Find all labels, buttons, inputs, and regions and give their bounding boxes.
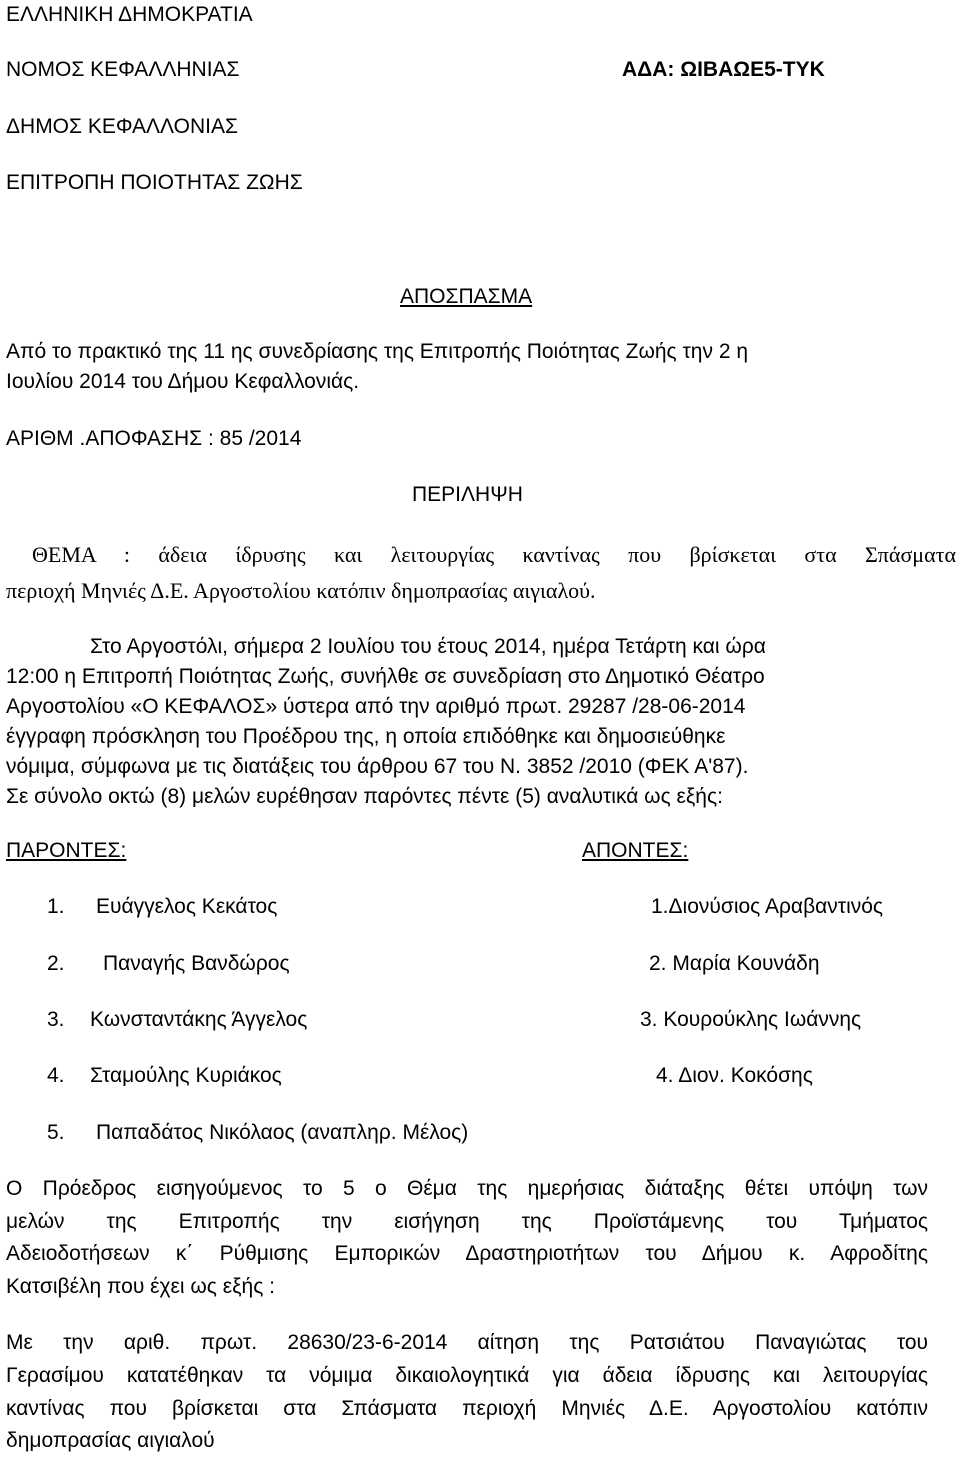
subject-line-1: ΘΕΜΑ : άδεια ίδρυσης και λειτουργίας καντίνας που βρίσκεται στα Σπάσματα	[32, 542, 956, 567]
para3-line-4: δημοπρασίας αιγιαλού	[6, 1429, 215, 1452]
decision-number: ΑΡΙΘΜ .ΑΠΟΦΑΣΗΣ : 85 /2014	[6, 427, 302, 450]
present-name: Παπαδάτος Νικόλαος (αναπληρ. Μέλος)	[96, 1121, 469, 1144]
body-line-3: Αργοστολίου «Ο ΚΕΦΑΛΟΣ» ύστερα από την αριθμό πρωτ. 29287 /28-06-2014	[6, 695, 746, 718]
absent-name: 2. Μαρία Κουνάδη	[649, 952, 820, 975]
body-line-1: Στο Αργοστόλι, σήμερα 2 Ιουλίου του έτους 2014, ημέρα Τετάρτη και ώρα	[90, 635, 766, 658]
present-num: 3.	[47, 1008, 65, 1031]
body-line-2: 12:00 η Επιτροπή Ποιότητας Ζωής, συνήλθε σε συνεδρίαση στο Δημοτικό Θέατρο	[6, 665, 765, 688]
ada-code: ΑΔΑ: ΩΙΒΑΩΕ5-ΤΥΚ	[622, 58, 825, 81]
body-line-6: Σε σύνολο οκτώ (8) μελών ευρέθησαν παρόντες πέντε (5) αναλυτικά ως εξής:	[6, 785, 723, 808]
absent-name: 4. Διον. Κοκόσης	[656, 1064, 813, 1087]
present-name: Κωνσταντάκης Άγγελος	[90, 1008, 308, 1031]
intro-line-2: Ιουλίου 2014 του Δήμου Κεφαλλονιάς.	[6, 370, 360, 393]
para2-line-4: Κατσιβέλη που έχει ως εξής :	[6, 1275, 275, 1298]
para3-line-3: καντίνας που βρίσκεται στα Σπάσματα περιοχή Μηνιές Δ.Ε. Αργοστολίου κατόπιν	[6, 1397, 928, 1420]
header-committee: ΕΠΙΤΡΟΠΗ ΠΟΙΟΤΗΤΑΣ ΖΩΗΣ	[6, 171, 303, 194]
present-num: 2.	[47, 952, 65, 975]
absent-name: 3. Κουρούκλης Ιωάννης	[640, 1008, 862, 1031]
document-title: ΑΠΟΣΠΑΣΜΑ	[400, 285, 533, 308]
para3-line-1: Με την αριθ. πρωτ. 28630/23-6-2014 αίτηση της Ρατσιάτου Παναγιώτας του	[6, 1331, 928, 1354]
subject-line-2: περιοχή Μηνιές Δ.Ε. Αργοστολίου κατόπιν δημοπρασίας αιγιαλού.	[6, 578, 596, 603]
present-num: 5.	[47, 1121, 65, 1144]
header-prefecture: ΝΟΜΟΣ ΚΕΦΑΛΛΗΝΙΑΣ	[6, 58, 240, 81]
present-name: Παναγής Βανδώρος	[103, 952, 290, 975]
present-num: 1.	[47, 895, 65, 918]
absent-heading: ΑΠΟΝΤΕΣ:	[582, 839, 689, 862]
para2-line-2: μελών της Επιτροπής την εισήγηση της Προϊστάμενης του Τμήματος	[6, 1210, 928, 1233]
absent-name: 1.Διονύσιος Αραβαντινός	[651, 895, 884, 918]
present-name: Σταμούλης Κυριάκος	[90, 1064, 282, 1087]
header-municipality: ΔΗΜΟΣ ΚΕΦΑΛΛΟΝΙΑΣ	[6, 115, 238, 138]
para3-line-2: Γερασίμου κατατέθηκαν τα νόμιμα δικαιολογητικά για άδεια ίδρυσης και λειτουργίας	[6, 1364, 928, 1387]
present-heading: ΠΑΡΟΝΤΕΣ:	[6, 839, 127, 862]
body-line-4: έγγραφη πρόσκληση του Προέδρου της, η οποία επιδόθηκε και δημοσιεύθηκε	[6, 725, 726, 748]
para2-line-1: Ο Πρόεδρος εισηγούμενος το 5 ο Θέμα της ημερήσιας διάταξης θέτει υπόψη των	[6, 1177, 928, 1200]
intro-line-1: Από το πρακτικό της 11 ης συνεδρίασης της Επιτροπής Ποιότητας Ζωής την 2 η	[6, 340, 749, 363]
header-country: ΕΛΛΗΝΙΚΗ ΔΗΜΟΚΡΑΤΙΑ	[6, 3, 253, 26]
present-num: 4.	[47, 1064, 65, 1087]
para2-line-3: Αδειοδοτήσεων κ΄ Ρύθμισης Εμπορικών Δραστηριοτήτων του Δήμου κ. Αφροδίτης	[6, 1242, 928, 1265]
summary-heading: ΠΕΡΙΛΗΨΗ	[412, 483, 523, 506]
present-name: Ευάγγελος Κεκάτος	[96, 895, 278, 918]
body-line-5: νόμιμα, σύμφωνα με τις διατάξεις του άρθρου 67 του Ν. 3852 /2010 (ΦΕΚ Α'87).	[6, 755, 749, 778]
